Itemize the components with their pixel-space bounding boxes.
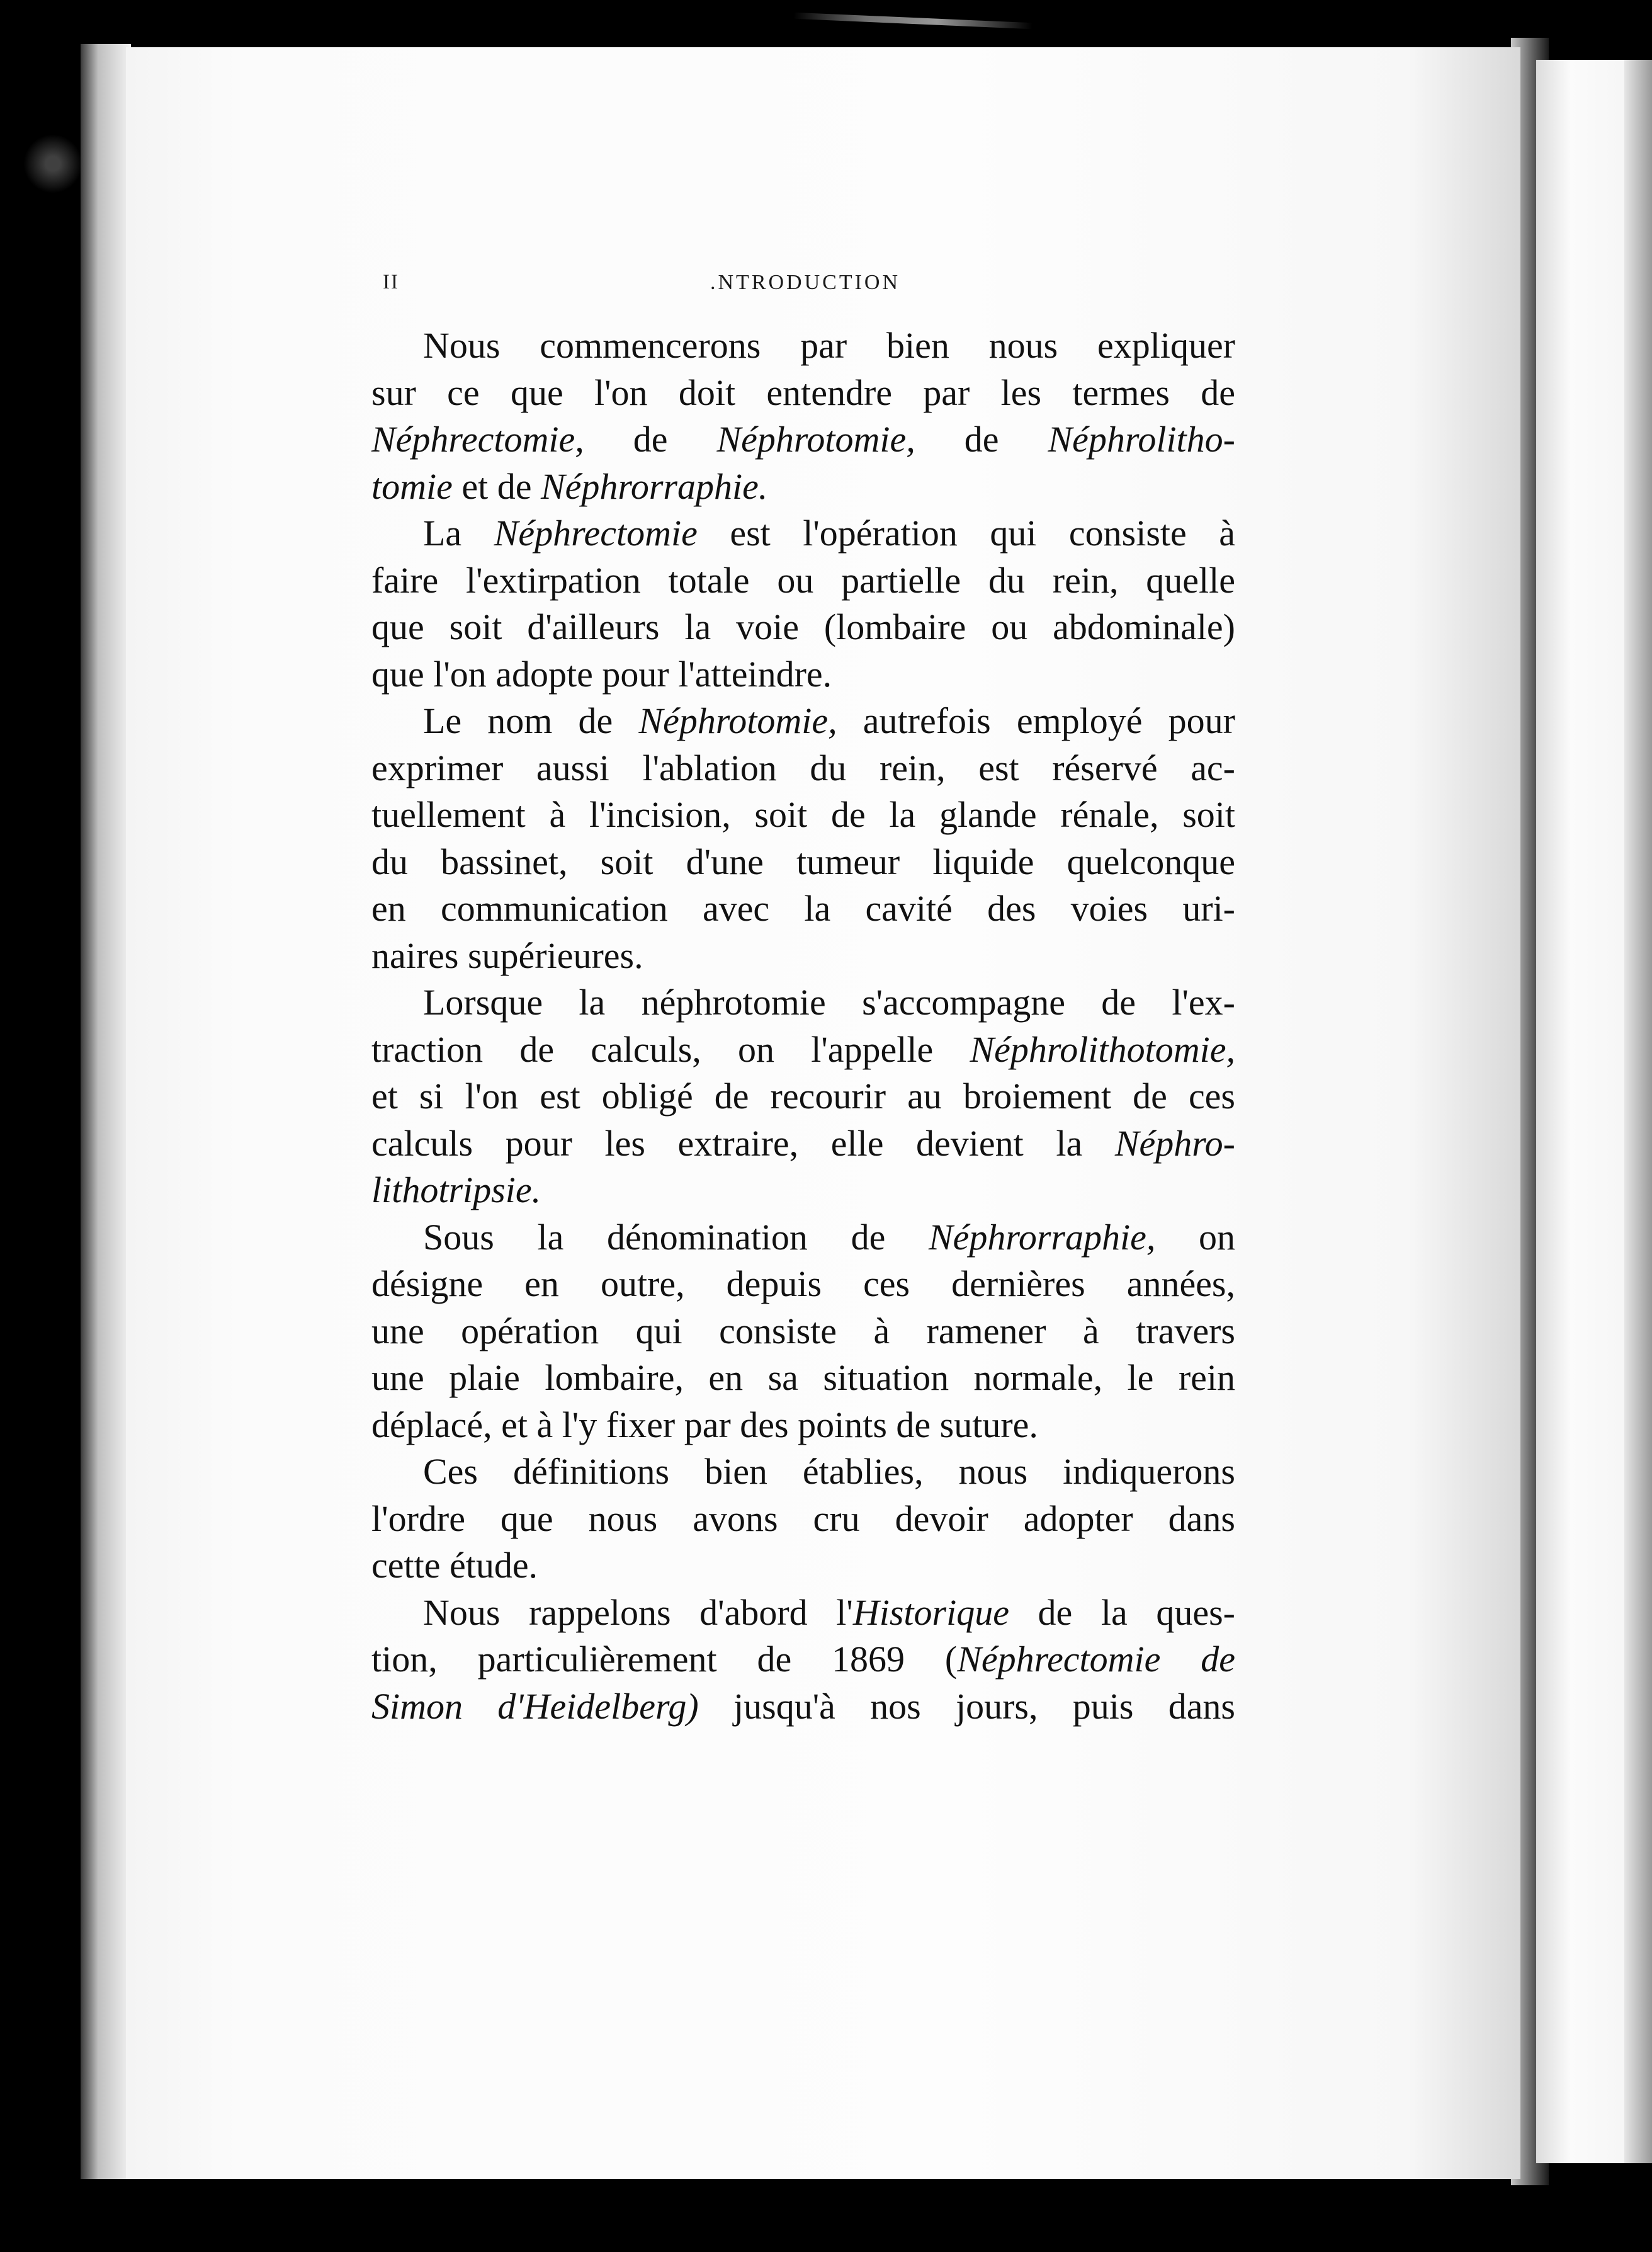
italic-term: Simon d'Heidelberg) — [371, 1685, 699, 1727]
text-segment: est l'opération qui consiste à — [697, 513, 1235, 554]
italic-term: Néphrotomie, — [638, 700, 837, 741]
text-line: une opération qui consiste à ramener à travers — [371, 1310, 1235, 1351]
text-segment: autrefois employé pour — [837, 700, 1235, 741]
text-segment: jusqu'à nos jours, puis dans — [698, 1685, 1236, 1727]
film-scratch — [793, 13, 1032, 30]
text-line — [371, 1214, 1235, 1261]
body-text — [371, 322, 1235, 1730]
italic-term: Néphrectomie de — [957, 1639, 1236, 1680]
text-line: que soit d'ailleurs la voie (lombaire ou abdominale) — [371, 606, 1235, 647]
text-line — [371, 698, 1235, 745]
facing-page-edge — [1624, 60, 1652, 2163]
text-line — [371, 1636, 1235, 1683]
page-number: II — [383, 271, 399, 293]
italic-term: Néphrolithotomie, — [970, 1028, 1235, 1070]
italic-term: Néphrectomie — [494, 513, 698, 554]
text-line: sur ce que l'on doit entendre par les termes de — [371, 372, 1235, 413]
text-line: Ces définitions bien établies, nous indiquerons — [423, 1451, 1235, 1492]
text-line: l'ordre que nous avons cru devoir adopter dans — [371, 1498, 1235, 1539]
text-segment: La — [423, 513, 494, 554]
text-segment: Le nom de — [423, 700, 639, 741]
italic-term: Néphrorraphie. — [540, 465, 768, 507]
text-line — [371, 510, 1235, 557]
text-segment: de la ques- — [1009, 1591, 1235, 1633]
text-segment: de — [584, 419, 717, 460]
italic-term: Néphrorraphie, — [929, 1216, 1156, 1258]
running-title: .NTRODUCTION — [710, 271, 901, 294]
page-left-edge — [81, 44, 131, 2179]
text-line — [371, 1026, 1235, 1074]
text-line: Lorsque la néphrotomie s'accompagne de l'ex- — [423, 982, 1235, 1023]
text-line: tuellement à l'incision, soit de la glande rénale, soit — [371, 794, 1235, 835]
text-line — [371, 1120, 1235, 1168]
text-line — [371, 416, 1235, 463]
text-line: déplacé, et à l'y fixer par des points de suture. — [371, 1404, 1038, 1445]
text-line — [371, 1683, 1235, 1731]
text-line: et si l'on est obligé de recourir au broiement de ces — [371, 1076, 1235, 1117]
film-artifact — [0, 113, 88, 214]
text-line — [371, 1167, 1235, 1214]
running-head — [383, 271, 1252, 302]
text-line: cette étude. — [371, 1545, 538, 1586]
italic-term: Historique — [852, 1591, 1009, 1633]
text-segment: Nous rappelons d'abord l' — [423, 1591, 853, 1633]
italic-term: Néphrectomie, — [371, 419, 584, 460]
text-segment: traction de calculs, on l'appelle — [371, 1028, 970, 1070]
text-line: naires supérieures. — [371, 935, 643, 976]
text-line: en communication avec la cavité des voies uri- — [371, 888, 1235, 929]
text-line: que l'on adopte pour l'atteindre. — [371, 653, 832, 695]
text-segment: calculs pour les extraire, elle devient la — [371, 1122, 1115, 1164]
text-line: du bassinet, soit d'une tumeur liquide quelconque — [371, 841, 1235, 882]
italic-term: Néphro- — [1114, 1122, 1235, 1164]
text-segment: on — [1155, 1216, 1236, 1258]
italic-term: lithotripsie. — [371, 1169, 541, 1210]
text-line — [371, 463, 1235, 511]
text-segment: et de — [452, 465, 541, 507]
italic-term: Néphrolitho- — [1048, 419, 1235, 460]
text-segment: Sous la dénomination de — [423, 1216, 929, 1258]
text-line: exprimer aussi l'ablation du rein, est réservé ac- — [371, 747, 1235, 788]
text-line — [371, 1589, 1235, 1637]
text-segment: tion, particulièrement de 1869 ( — [371, 1639, 958, 1680]
text-line: Nous commencerons par bien nous expliquer — [423, 325, 1235, 366]
text-line: faire l'extirpation totale ou partielle du rein, quelle — [371, 559, 1235, 601]
text-segment: de — [915, 419, 1048, 460]
italic-term: Néphrotomie, — [716, 419, 915, 460]
text-line: désigne en outre, depuis ces dernières années, — [371, 1263, 1235, 1304]
text-line: une plaie lombaire, en sa situation normale, le rein — [371, 1357, 1235, 1398]
italic-term: tomie — [371, 465, 453, 507]
